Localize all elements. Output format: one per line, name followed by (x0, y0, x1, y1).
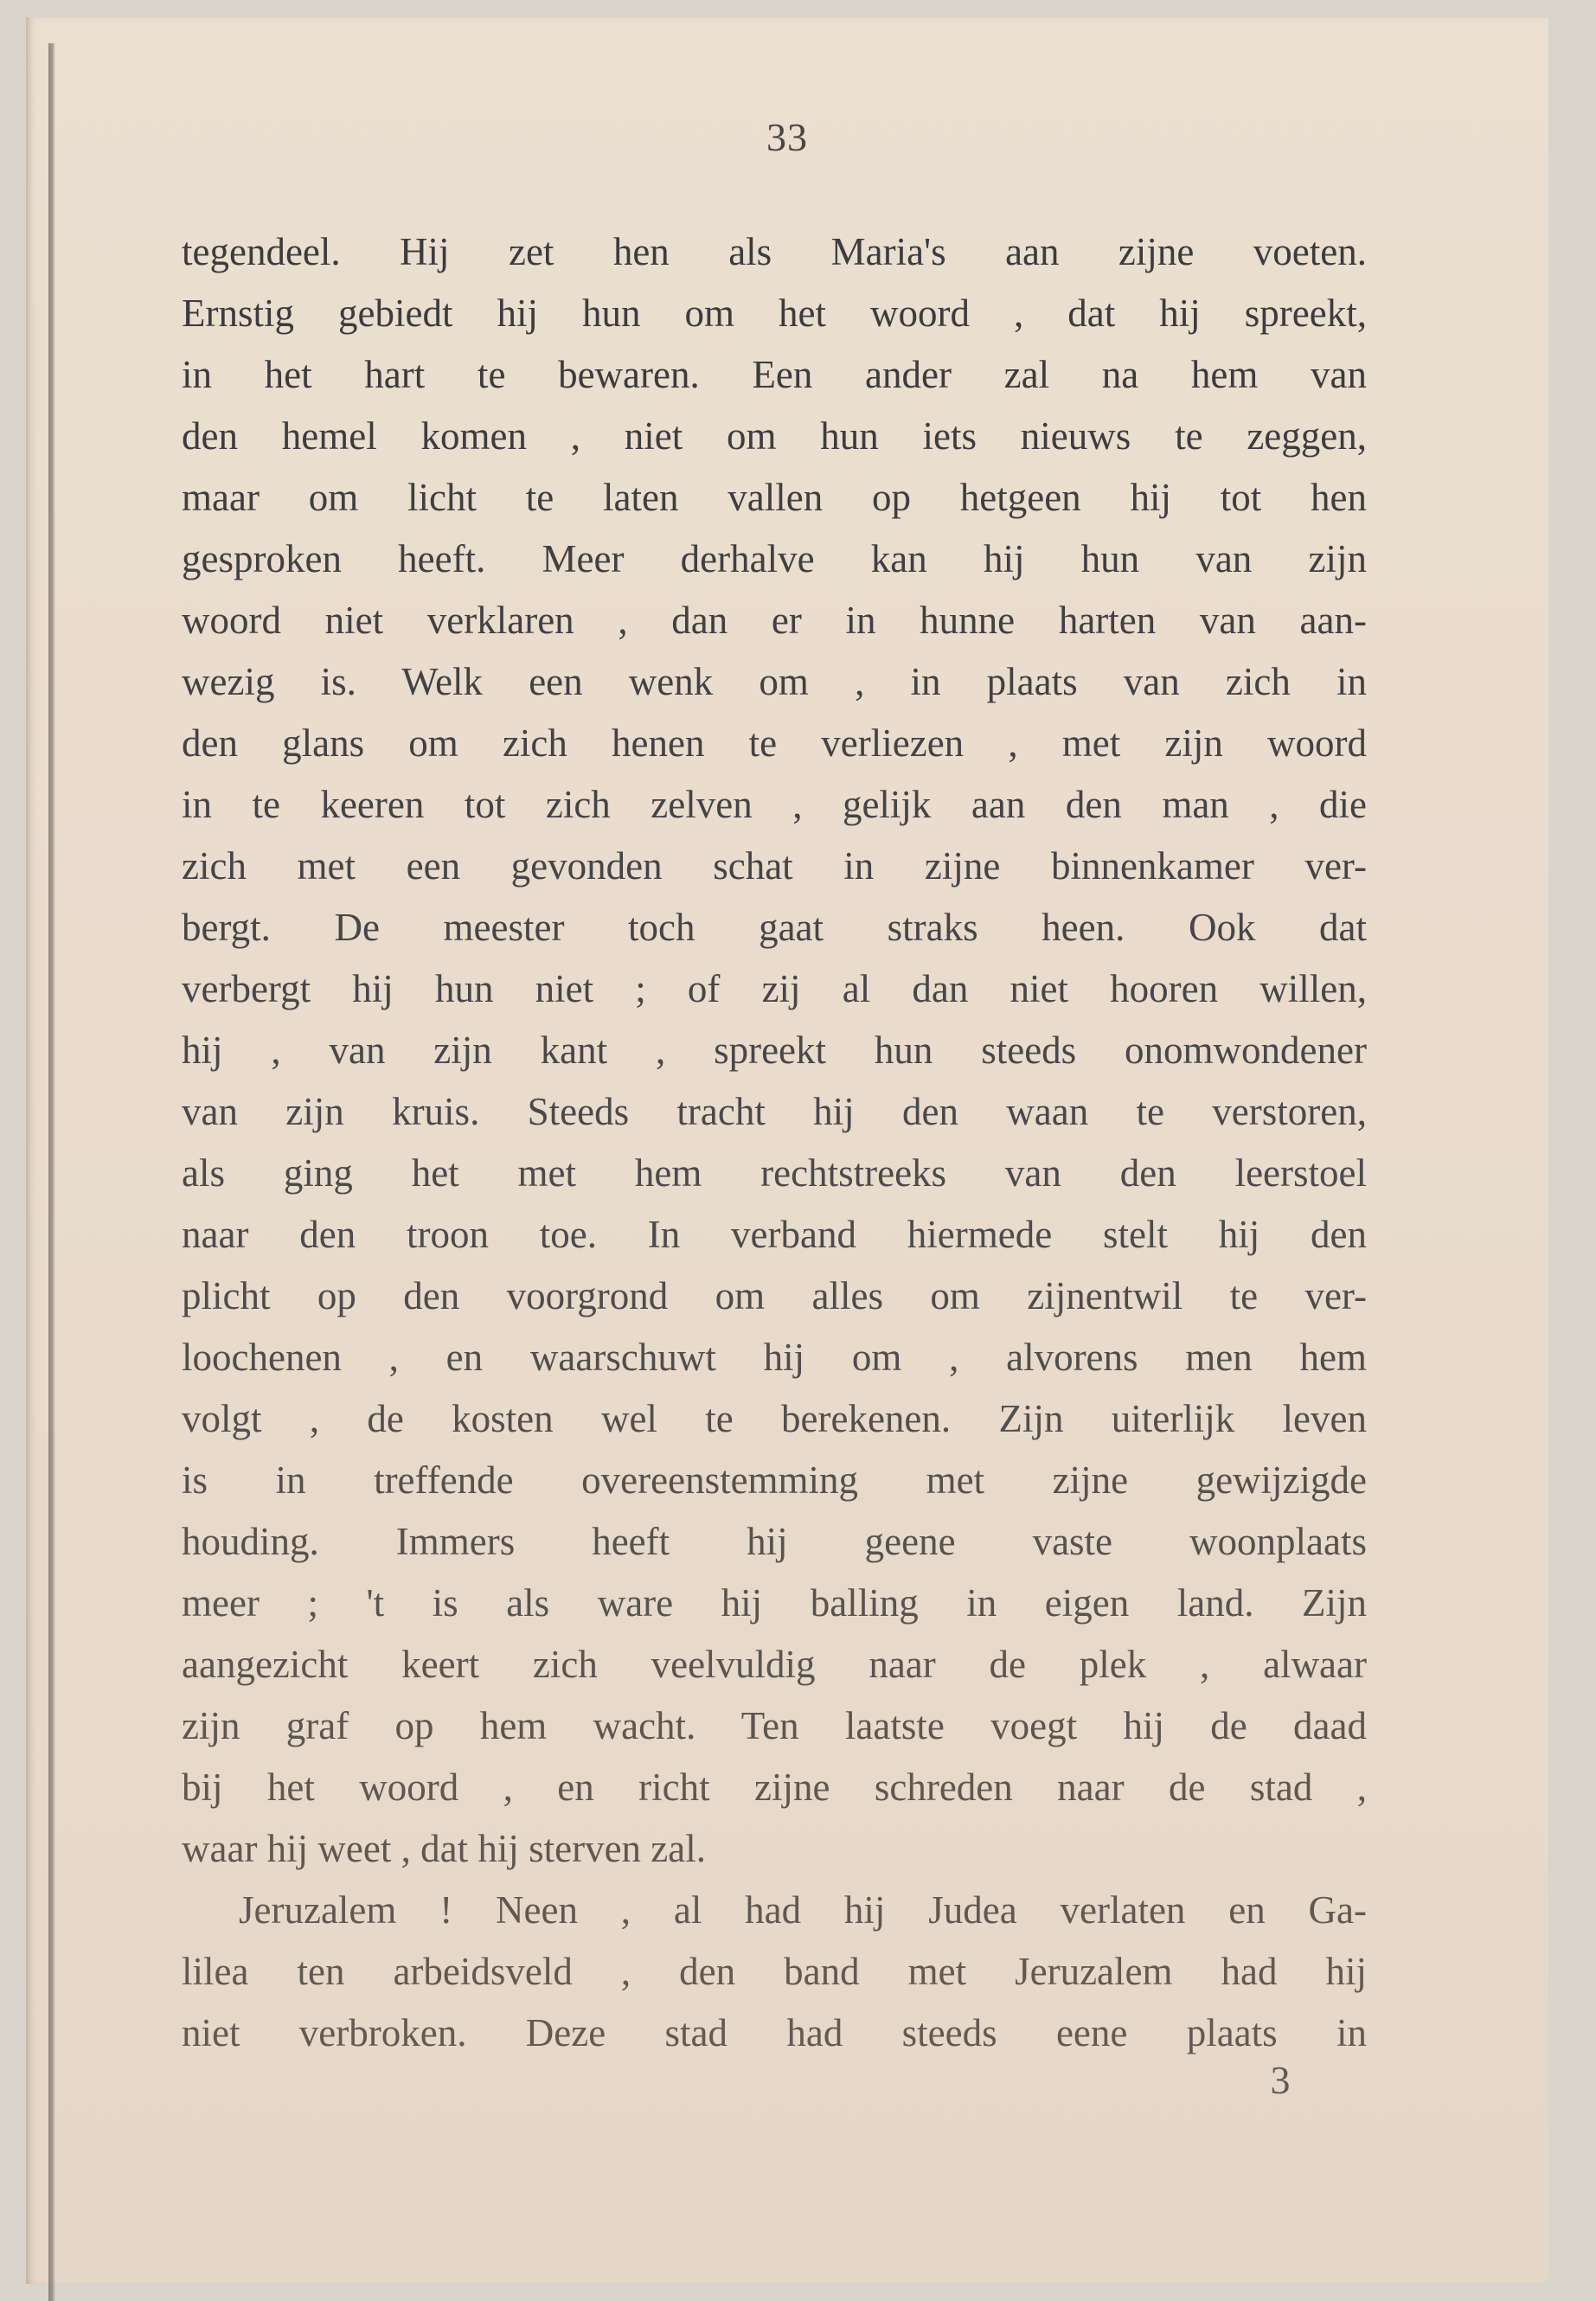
text-line: meer ; 't is als ware hij balling in eigen land. Zijn (182, 1581, 1367, 1625)
text-line: in het hart te bewaren. Een ander zal na hem van (182, 353, 1367, 396)
text-line: bergt. De meester toch gaat straks heen. Ook dat (182, 906, 1367, 949)
text-line: Ernstig gebiedt hij hun om het woord , dat hij spreekt, (182, 292, 1367, 335)
text-line: wezig is. Welk een wenk om , in plaats van zich in (182, 660, 1367, 703)
text-line: als ging het met hem rechtstreeks van den leerstoel (182, 1151, 1367, 1195)
text-line: tegendeel. Hij zet hen als Maria's aan zijne voeten. (182, 230, 1367, 273)
text-line: niet verbroken. Deze stad had steeds eene plaats in (182, 2011, 1367, 2054)
text-line: aangezicht keert zich veelvuldig naar de plek , alwaar (182, 1643, 1367, 1686)
text-line: maar om licht te laten vallen op hetgeen hij tot hen (182, 476, 1367, 519)
paragraph-end-line: waar hij weet , dat hij sterven zal. (182, 1827, 707, 1870)
text-line: in te keeren tot zich zelven , gelijk aan den man , die (182, 783, 1367, 826)
signature-mark: 3 (1270, 2058, 1291, 2102)
page-binding-edge (48, 43, 55, 2301)
text-line: gesproken heeft. Meer derhalve kan hij hun van zijn (182, 537, 1367, 580)
text-line: volgt , de kosten wel te berekenen. Zijn uiterlijk leven (182, 1397, 1367, 1440)
text-line: lilea ten arbeidsveld , den band met Jeruzalem had hij (182, 1950, 1367, 1993)
text-line: is in treffende overeenstemming met zijne gewijzigde (182, 1458, 1367, 1502)
text-line: den hemel komen , niet om hun iets nieuws te zeggen, (182, 414, 1367, 458)
text-line: naar den troon toe. In verband hiermede stelt hij den (182, 1213, 1367, 1256)
text-line: zijn graf op hem wacht. Ten laatste voegt hij de daad (182, 1704, 1367, 1747)
text-line: bij het woord , en richt zijne schreden naar de stad , (182, 1766, 1367, 1809)
text-line: houding. Immers heeft hij geene vaste woonplaats (182, 1520, 1367, 1563)
text-line: verbergt hij hun niet ; of zij al dan niet hooren willen, (182, 967, 1367, 1010)
text-line: van zijn kruis. Steeds tracht hij den waan te verstoren, (182, 1090, 1367, 1133)
text-line: plicht op den voorgrond om alles om zijnentwil te ver- (182, 1274, 1367, 1317)
text-line: loochenen , en waarschuwt hij om , alvorens men hem (182, 1336, 1367, 1379)
text-line: hij , van zijn kant , spreekt hun steeds onomwondener (182, 1029, 1367, 1072)
body-text (182, 221, 1367, 2064)
text-line: den glans om zich henen te verliezen , met zijn woord (182, 721, 1367, 765)
text-line: zich met een gevonden schat in zijne binnenkamer ver- (182, 844, 1367, 888)
paragraph-start-line: Jeruzalem ! Neen , al had hij Judea verlaten en Ga- (239, 1888, 1367, 1932)
book-page (26, 17, 1548, 2284)
text-line: woord niet verklaren , dan er in hunne harten van aan- (182, 599, 1367, 642)
page-number: 33 (766, 115, 808, 159)
